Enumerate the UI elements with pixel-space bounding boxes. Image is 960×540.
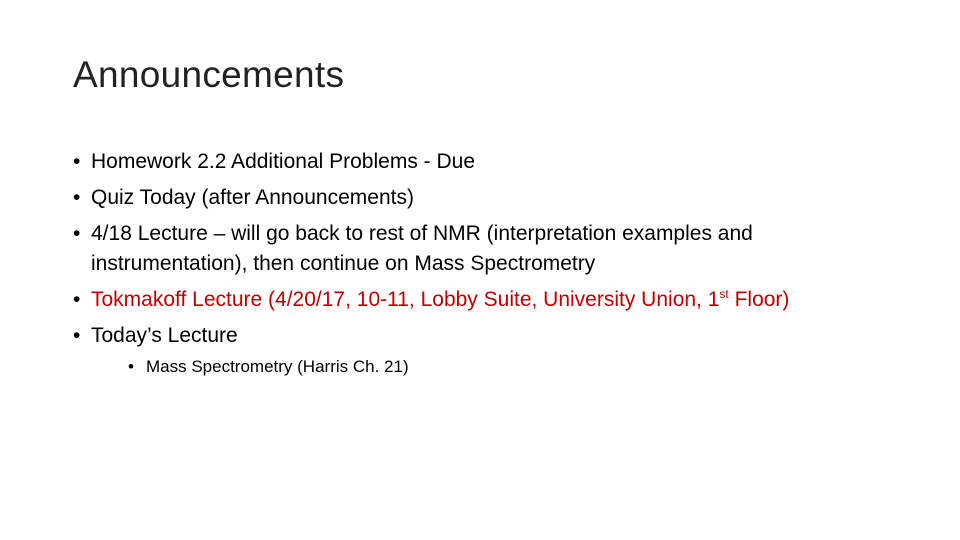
bullet-icon: • <box>73 222 81 245</box>
bullet-icon: • <box>73 150 81 173</box>
bullet-list <box>73 147 913 385</box>
bullet-text: Quiz Today (after Announcements) <box>91 186 414 209</box>
bullet-item-tokmakoff <box>73 285 913 315</box>
bullet-text: 4/18 Lecture – will go back to rest of NMR (interpretation examples and instrumentation), then continue on Mass Spectrometry <box>91 222 753 275</box>
bullet-item-lecture-4-18 <box>73 219 913 279</box>
bullet-icon: • <box>73 288 81 311</box>
bullet-text-before: Tokmakoff Lecture (4/20/17, 10-11, Lobby Suite, University Union, 1 <box>91 288 720 311</box>
bullet-item-quiz <box>73 183 913 213</box>
bullet-icon: • <box>73 324 81 347</box>
bullet-icon: • <box>73 186 81 209</box>
bullet-item-homework <box>73 147 913 177</box>
bullet-item-todays-lecture <box>73 321 913 379</box>
slide-title: Announcements <box>73 54 345 95</box>
bullet-text <box>91 285 913 315</box>
sub-bullet-text: Mass Spectrometry (Harris Ch. 21) <box>146 357 409 376</box>
bullet-text-after: Floor) <box>728 288 790 311</box>
bullet-text: Homework 2.2 Additional Problems - Due <box>91 150 476 173</box>
superscript-ordinal: st <box>719 287 729 301</box>
sub-bullet-icon: • <box>128 357 134 376</box>
sub-bullet-item-mass-spec <box>91 355 913 379</box>
bullet-text: Today’s Lecture <box>91 324 238 347</box>
